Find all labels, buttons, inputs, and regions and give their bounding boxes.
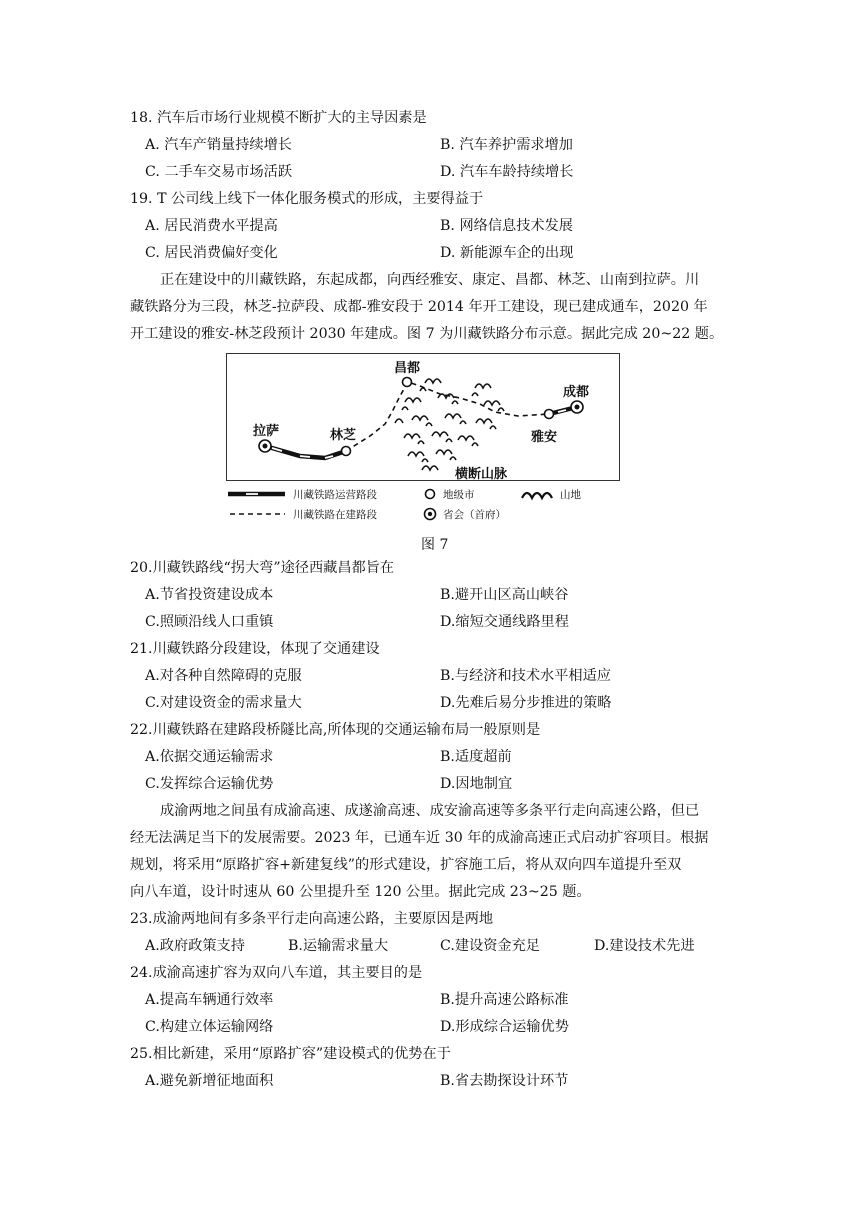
q20-option-d: D.缩短交通线路里程 xyxy=(440,614,569,630)
q25-option-b: B.省去勘探设计环节 xyxy=(440,1073,569,1089)
railway-map xyxy=(0,0,860,560)
legend-building-label: 川藏铁路在建路段 xyxy=(293,509,377,521)
q23-option-a: A.政府政策支持 xyxy=(145,938,245,954)
figure-caption: 图 7 xyxy=(421,537,449,553)
q24-stem: 24.成渝高速扩容为双向八车道，其主要目的是 xyxy=(130,965,423,981)
q22-option-c: C.发挥综合运输优势 xyxy=(145,776,274,792)
q20-stem: 20.川藏铁路线“拐大弯”途径西藏昌都旨在 xyxy=(130,560,395,576)
passage2-line-1: 成渝两地之间虽有成渝高速、成遂渝高速、成安渝高速等多条平行走向高速公路，但已 xyxy=(160,803,700,819)
q18-option-c: C. 二手车交易市场活跃 xyxy=(145,164,293,180)
legend-mountain-label: 山地 xyxy=(560,489,581,501)
legend-city-symbol xyxy=(426,490,435,499)
q21-option-a: A.对各种自然障碍的克服 xyxy=(145,668,302,684)
q23-option-d: D.建设技术先进 xyxy=(594,938,695,954)
q18-option-d: D. 汽车车龄持续增长 xyxy=(440,164,574,180)
passage2-line-4: 向八车道，设计时速从 60 公里提升至 120 公里。据此完成 23~25 题。 xyxy=(130,884,591,900)
q25-stem: 25.相比新建，采用“原路扩容”建设模式的优势在于 xyxy=(130,1046,451,1062)
q21-option-b: B.与经济和技术水平相适应 xyxy=(440,668,611,684)
legend-mountain-symbol xyxy=(522,493,552,498)
q19-option-c: C. 居民消费偏好变化 xyxy=(145,245,278,261)
label-lhasa: 拉萨 xyxy=(253,424,280,439)
city-marker-yaan xyxy=(545,410,554,419)
q24-option-a: A.提高车辆通行效率 xyxy=(145,992,274,1008)
q21-option-d: D.先难后易分步推进的策略 xyxy=(440,695,612,711)
q22-option-d: D.因地制宜 xyxy=(440,776,513,792)
legend-capital-label: 省会（首府） xyxy=(443,509,506,521)
q19-option-b: B. 网络信息技术发展 xyxy=(440,218,573,234)
q22-option-b: B.适度超前 xyxy=(440,749,512,765)
q23-stem: 23.成渝两地间有多条平行走向高速公路，主要原因是两地 xyxy=(130,911,494,927)
q18-stem: 18. 汽车后市场行业规模不断扩大的主导因素是 xyxy=(130,110,427,126)
q21-stem: 21.川藏铁路分段建设，体现了交通建设 xyxy=(130,641,380,657)
passage2-line-3: 规划，将采用“原路扩容+新建复线”的形式建设，扩容施工后，将从双向四车道提升至双 xyxy=(130,857,682,873)
label-chengdu: 成都 xyxy=(563,385,590,400)
label-qamdo: 昌都 xyxy=(394,361,421,376)
q23-option-c: C.建设资金充足 xyxy=(440,938,540,954)
label-hengduan-mountains: 横断山脉 xyxy=(455,467,508,482)
passage1-line-2: 藏铁路分为三段，林芝-拉萨段、成都-雅安段于 2014 年开工建设，现已建成通车，2020 年 xyxy=(130,299,708,315)
q24-option-b: B.提升高速公路标准 xyxy=(440,992,569,1008)
mountain-symbols xyxy=(395,379,504,470)
q19-stem: 19. T 公司线上线下一体化服务模式的形成，主要得益于 xyxy=(130,191,484,207)
legend-city-label: 地级市 xyxy=(443,489,475,501)
q20-option-b: B.避开山区高山峡谷 xyxy=(440,587,569,603)
q22-stem: 22.川藏铁路在建路段桥隧比高,所体现的交通运输布局一般原则是 xyxy=(130,722,541,738)
q19-option-a: A. 居民消费水平提高 xyxy=(145,218,278,234)
q24-option-d: D.形成综合运输优势 xyxy=(440,1019,569,1035)
city-marker-nyingchi xyxy=(342,447,351,456)
passage2-line-2: 经无法满足当下的发展需要。2023 年，已通车近 30 年的成渝高速正式启动扩容项目。根据 xyxy=(130,830,709,846)
legend-operating-label: 川藏铁路运营路段 xyxy=(293,489,377,501)
q20-option-a: A.节省投资建设成本 xyxy=(145,587,274,603)
label-nyingchi: 林芝 xyxy=(330,428,357,443)
q19-option-d: D. 新能源车企的出现 xyxy=(440,245,574,261)
q24-option-c: C.构建立体运输网络 xyxy=(145,1019,274,1035)
passage1-line-3: 开工建设的雅安-林芝段预计 2030 年建成。图 7 为川藏铁路分布示意。据此完成 20~22 题。 xyxy=(130,326,724,342)
q25-option-a: A.避免新增征地面积 xyxy=(145,1073,274,1089)
q22-option-a: A.依据交通运输需求 xyxy=(145,749,274,765)
q21-option-c: C.对建设资金的需求量大 xyxy=(145,695,302,711)
q18-option-a: A. 汽车产销量持续增长 xyxy=(145,137,292,153)
q23-option-b: B.运输需求量大 xyxy=(288,938,389,954)
city-marker-qamdo xyxy=(403,378,412,387)
q20-option-c: C.照顾沿线人口重镇 xyxy=(145,614,274,630)
q18-option-b: B. 汽车养护需求增加 xyxy=(440,137,573,153)
label-yaan: 雅安 xyxy=(531,430,558,445)
passage1-line-1: 正在建设中的川藏铁路，东起成都，向西经雅安、康定、昌都、林芝、山南到拉萨。川 xyxy=(160,272,700,288)
